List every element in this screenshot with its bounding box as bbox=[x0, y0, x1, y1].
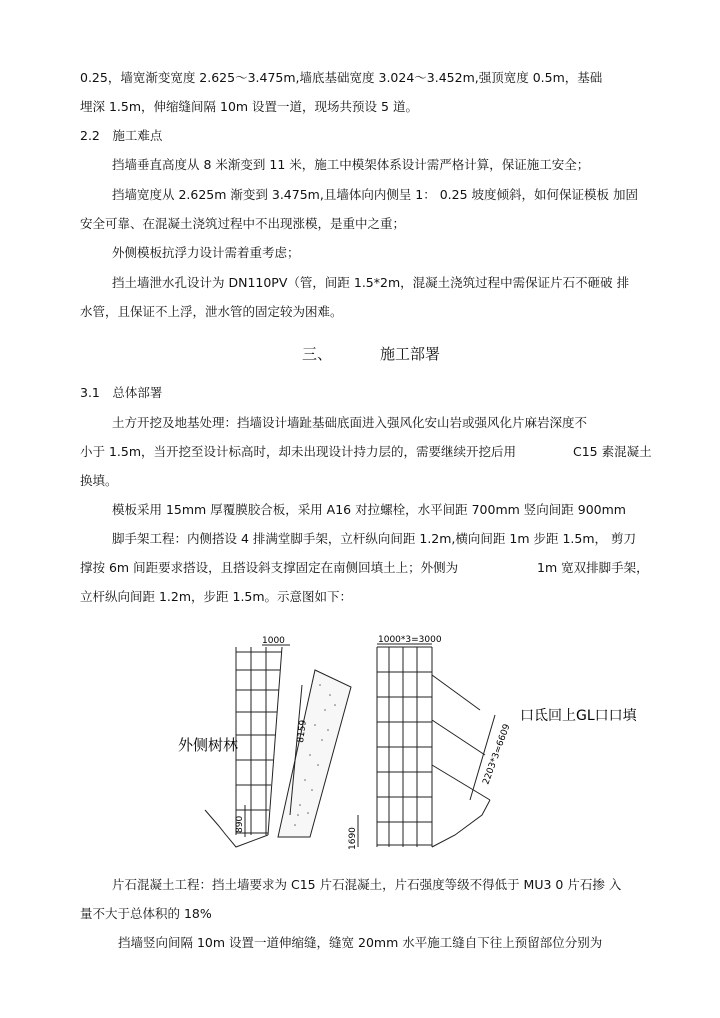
section-heading-2-2: 2.2 施工难点 bbox=[80, 128, 163, 143]
dim-top-left: 1000 bbox=[262, 636, 285, 646]
text-line: 小于 1.5m，当开挖至设计标高时，却未出现设计持力层的，需要继续开挖后用 bbox=[80, 444, 517, 459]
text-line: 模板采用 15mm 厚覆膜胶合板，采用 A16 对拉螺栓，水平间距 700mm 竖向间距 900mm bbox=[112, 502, 626, 517]
dim-wall-height: 8159 bbox=[296, 719, 309, 744]
left-scaffold bbox=[236, 647, 282, 835]
dim-diagonal: 2203*3=6609 bbox=[481, 722, 513, 787]
text-line: 脚手架工程：内侧搭设 4 排满堂脚手架，立杆纵向间距 1.2m,横向间距 1m 步距 1.5m， 剪刀 bbox=[112, 531, 636, 546]
text-line: 安全可靠、在混凝土浇筑过程中不出现涨模，是重中之重； bbox=[80, 216, 406, 231]
section-3-title: 施工部署 bbox=[380, 345, 441, 363]
text-line: 外侧模板抗浮力设计需着重考虑； bbox=[112, 245, 300, 260]
section-3-number: 三、 bbox=[302, 345, 333, 363]
dim-top-right: 1000*3=3000 bbox=[378, 635, 442, 645]
text-line: 0.25，墙宽渐变宽度 2.625～3.475m,墙底基础宽度 3.024～3.452m,强顶宽度 0.5m，基础 bbox=[80, 70, 603, 85]
text-line: 土方开挖及地基处理：挡墙设计墙趾基础底面进入强风化安山岩或强风化片麻岩深度不 bbox=[112, 415, 588, 430]
text-line: 立杆纵向间距 1.2m，步距 1.5m。示意图如下： bbox=[80, 589, 353, 604]
text-line: 水管，且保证不上浮，泄水管的固定较为困难。 bbox=[80, 304, 343, 319]
text-line: 1m 宽双排脚手架， bbox=[537, 560, 649, 575]
text-line: 撑按 6m 间距要求搭设，且搭设斜支撑固定在南侧回填土上；外侧为 bbox=[80, 560, 459, 575]
text-line: 埋深 1.5m，伸缩缝间隔 10m 设置一道，现场共预设 5 道。 bbox=[80, 99, 418, 114]
scaffold-section-diagram bbox=[0, 615, 720, 885]
outer-side-label: 外侧树林 bbox=[178, 736, 239, 754]
dim-left-bottom: 890 bbox=[235, 815, 245, 833]
text-line: 挡土墙泄水孔设计为 DN110PV（管，间距 1.5*2m，混凝土浇筑过程中需保证片石不砸破 排 bbox=[112, 275, 630, 290]
concrete-wall bbox=[278, 670, 351, 837]
text-line: 片石混凝土工程：挡土墙要求为 C15 片石混凝土，片石强度等级不得低于 MU3 0 片石掺 入 bbox=[112, 877, 622, 892]
section-heading-3-1: 3.1 总体部署 bbox=[80, 385, 163, 400]
text-line: 挡墙宽度从 2.625m 渐变到 3.475m,且墙体向内侧呈 1： 0.25 坡度倾斜，如何保证模板 加固 bbox=[112, 187, 638, 202]
text-line: 换填。 bbox=[80, 473, 118, 488]
text-line: C15 素混凝土 bbox=[573, 444, 652, 459]
text-line: 挡墙垂直高度从 8 米渐变到 11 米，施工中模架体系设计需严格计算，保证施工安全； bbox=[112, 157, 590, 172]
fill-side-label: 口氐回上GL口口填 bbox=[520, 708, 637, 724]
right-scaffold bbox=[377, 647, 490, 847]
dim-right-bottom: 1690 bbox=[348, 827, 358, 850]
text-line: 量不大于总体积的 18% bbox=[80, 906, 212, 921]
text-line: 挡墙竖向间隔 10m 设置一道伸缩缝，缝宽 20mm 水平施工缝自下往上预留部位分别为 bbox=[118, 935, 603, 950]
